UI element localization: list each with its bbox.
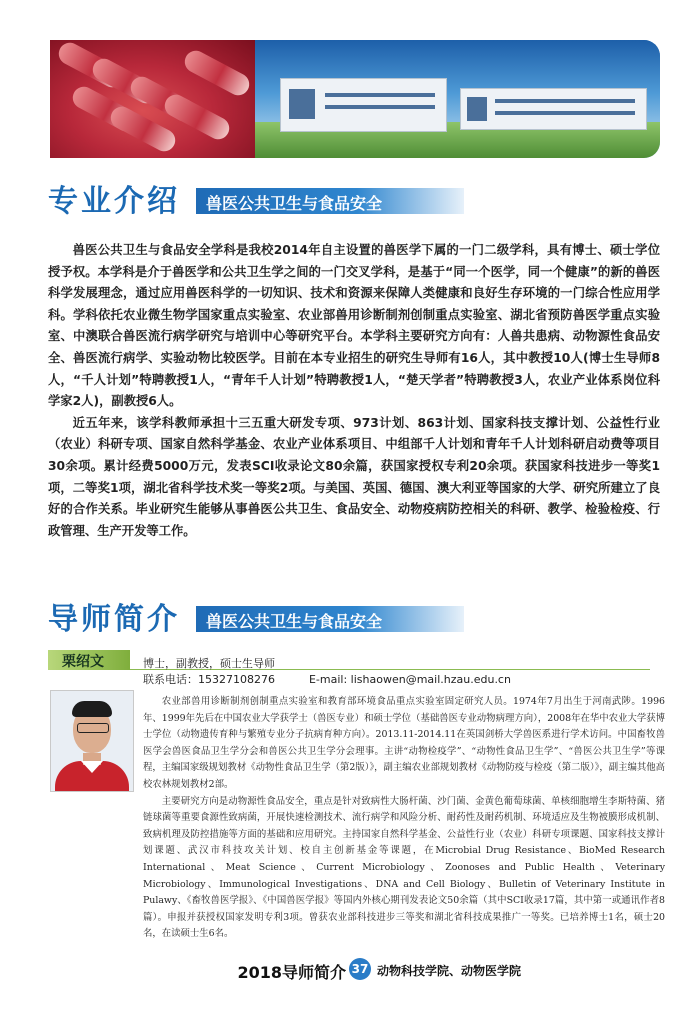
section-subtitle-bar — [196, 188, 464, 214]
section-subtitle: 兽医公共卫生与食品安全 — [206, 612, 383, 631]
mentor-name-tag — [48, 650, 130, 670]
page-footer — [0, 958, 700, 980]
section-subtitle-bar — [196, 606, 464, 632]
page-number: 37 — [349, 958, 371, 980]
glasses-icon — [77, 723, 109, 733]
factory-building-main — [280, 78, 447, 132]
mentor-email: E-mail: lishaowen@mail.hzau.edu.cn — [308, 673, 511, 686]
bio-paragraph: 农业部兽用诊断制剂创制重点实验室和教育部环境食品重点实验室固定研究人员。1974年7月出生于河南武陟。1996年、1999年先后在中国农业大学获学士（兽医专业）和硕士学位（基础兽医专业动物病理方向），2008年在华中农业大学获博士学位（动物遗传育种与繁殖专业分子抗病育种方向）。2013.11-2014.11在英国剑桥大学兽医系进行学术访问。中国畜牧兽医学会兽医食品卫生学分会和兽医公共卫生学分会理事。主讲“动物检疫学”、“动物性食品卫生学”、“兽医公共卫生学”等课程，主编国家级规划教材《动物性食品卫生学（第2版）》，副主编农业部规划教材《动物防疫与检疫（第二版）》，副主编其他高校农林规划教材2部。 — [143, 696, 665, 790]
mentor-name: 栗绍文 — [62, 654, 104, 670]
factory-building-right — [460, 88, 647, 130]
meat-photo — [50, 40, 255, 158]
intro-paragraph: 近五年来，该学科教师承担十三五重大研发专项、973计划、863计划、国家科技支撑计划、公益性行业（农业）科研专项、国家自然科学基金、农业产业体系项目、中组部千人计划和青年千人计划科研启动费等项目30余项。累计经费5000万元，发表SCI收录论文80余篇，获国家授权专利20余项。获国家科技进步一等奖1项，二等奖1项，湖北省科学技术奖一等奖2项。与美国、英国、德国、澳大利亚等国家的大学、研究所建立了良好的合作关系。毕业研究生能够从事兽医公共卫生、食品安全、动物疫病防控相关的科研、教学、检验检疫、行政管理、生产开发等工作。 — [48, 415, 660, 538]
mentor-role: 博士，副教授，硕士生导师 — [143, 657, 275, 670]
section-header-mentor — [48, 594, 468, 636]
footer-school: 动物科技学院、动物医学院 — [377, 964, 522, 978]
section-subtitle: 兽医公共卫生与食品安全 — [206, 194, 383, 213]
section-header-major — [48, 176, 468, 218]
footer-label: 2018导师简介 — [237, 963, 346, 982]
mentor-phone: 联系电话：15327108276 — [143, 673, 275, 686]
header-banner-image — [50, 40, 660, 158]
mentor-portrait-photo — [50, 690, 134, 792]
major-introduction — [48, 240, 660, 542]
mentor-biography — [143, 694, 665, 943]
section-title: 导师简介 — [48, 602, 180, 637]
mentor-contact — [143, 671, 511, 687]
intro-paragraph: 兽医公共卫生与食品安全学科是我校2014年自主设置的兽医学下属的一门二级学科，具有博士、硕士学位授予权。本学科是介于兽医学和公共卫生学之间的一门交叉学科，是基于“同一个医学，同一个健康”的新的兽医科学发展理念，通过应用兽医科学的一切知识、技术和资源来保障人类健康和良好生存环境的一门综合性应用学科。学科依托农业微生物学国家重点实验室、农业部兽用诊断制剂创制重点实验室、湖北省预防兽医学重点实验室、中澳联合兽医流行病学研究与培训中心等研究平台。本学科主要研究方向有：人兽共患病、动物源性食品安全、兽医流行病学、实验动物比较医学。目前在本专业招生的研究生导师有16人，其中教授10人(博士生导师8人，“千人计划”特聘教授1人，“青年千人计划”特聘教授1人，“楚天学者”特聘教授3人，农业产业体系岗位科学家2人)，副教授6人。 — [48, 243, 660, 409]
section-title: 专业介绍 — [48, 184, 180, 219]
bio-paragraph: 主要研究方向是动物源性食品安全，重点是针对致病性大肠杆菌、沙门菌、金黄色葡萄球菌、单核细胞增生李斯特菌、猪链球菌等重要食源性致病菌，开展快速检测技术、流行病学和风险分析、耐药性及耐药机制、环境适应及生物被膜形成机制、致病机理及防控措施等方面的基础和应用研究。主持国家自然科学基金、公益性行业（农业）科研专项课题、国家科技支撑计划课题、武汉市科技攻关计划、校自主创新基金等课题，在Microbial Drug Resistance、BioMed Research International、Meat Science、Current Microbiology、Zoonoses and Public Health、Veterinary Microbiology、Immunological Investigations、DNA and Cell Biology、Bulletin of Veterinary Institute in Pulawy、《畜牧兽医学报》、《中国兽医学报》等国内外核心期刊发表论文50余篇（其中SCI收录17篇，其中第一或通讯作者8篇）。申报并获授权国家发明专利3项。曾获农业部科技进步三等奖和湖北省科技成果推广一等奖。已培养博士1名，硕士20名，在读硕士生6名。 — [143, 795, 665, 940]
